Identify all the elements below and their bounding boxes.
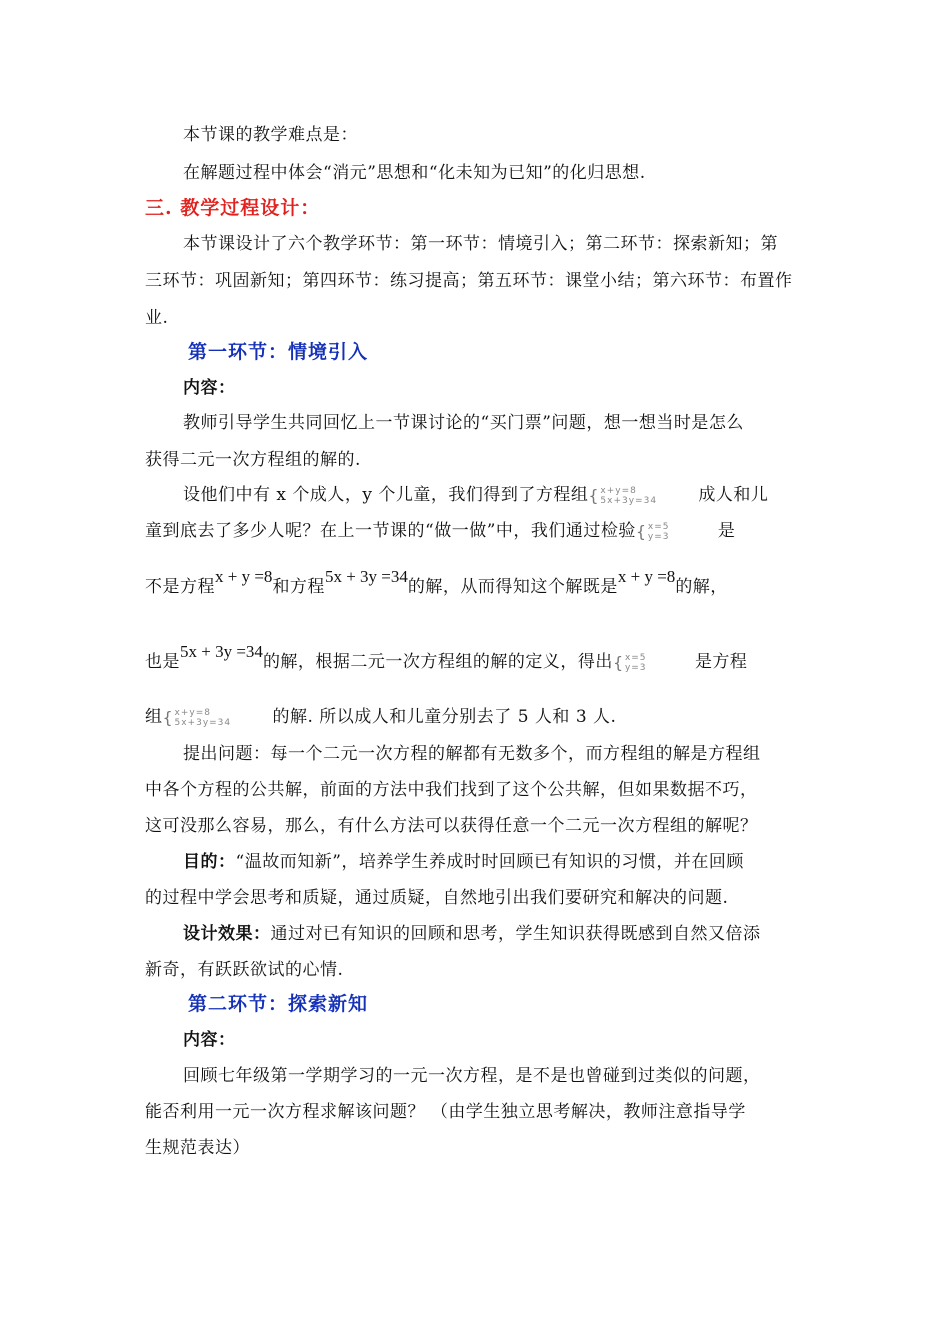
text-segment: 组 xyxy=(145,707,163,727)
equation-5x-plus-3y: 5x + 3y =34 xyxy=(324,567,408,586)
purpose-label: 目的： xyxy=(183,852,236,872)
text-segment: 童到底去了多少人呢？在上一节课的“做一做”中，我们通过检验 xyxy=(145,521,636,541)
system-row-2: 5x+3y=34 xyxy=(174,717,232,728)
link-1-para-2-line-5 xyxy=(145,706,616,729)
link-2-para-1-line-3: 生规范表达） xyxy=(145,1138,250,1158)
text-segment: 和方程 xyxy=(272,577,325,597)
link-1-para-2-line-1 xyxy=(183,484,768,507)
text-segment: “温故而知新”，培养学生养成时时回顾已有知识的习惯，并在回顾 xyxy=(235,852,744,872)
equation-x-plus-y: x + y =8 xyxy=(215,567,273,586)
text-segment: 不是方程 xyxy=(145,577,215,597)
system-row-1: x+y=8 xyxy=(174,707,211,718)
text-segment: 的解， xyxy=(675,577,728,597)
solution-row-1: x=5 xyxy=(647,521,670,532)
content-label: 内容： xyxy=(183,378,236,398)
section-3-title: 三. 教学过程设计： xyxy=(145,197,321,219)
question-line-1: 提出问题：每一个二元一次方程的解都有无数多个，而方程组的解是方程组 xyxy=(183,744,761,764)
text-segment: 的解. 所以成人和儿童分别去了 5 人和 3 人. xyxy=(272,707,617,727)
question-line-3: 这可没那么容易，那么，有什么方法可以获得任意一个二元一次方程组的解呢？ xyxy=(145,816,758,836)
equation-system-image: { x+y=8 5x+3y=34 xyxy=(162,707,232,728)
text-segment: 是方程 xyxy=(694,652,748,672)
link-1-title: 第一环节：情境引入 xyxy=(188,341,369,363)
text-segment: 设他们中有 x 个成人，y 个儿童，我们得到了方程组 xyxy=(183,485,589,505)
link-2-para-1-line-1: 回顾七年级第一学期学习的一元一次方程，是不是也曾碰到过类似的问题， xyxy=(183,1066,761,1086)
overview-line-1: 本节课设计了六个教学环节：第一环节：情境引入；第二环节：探索新知；第 xyxy=(183,234,778,254)
solution-system-image: { x=5 y=3 xyxy=(635,521,670,542)
solution-row-2: y=3 xyxy=(647,531,670,542)
text-segment: 通过对已有知识的回顾和思考，学生知识获得既感到自然又倍添 xyxy=(270,924,761,944)
text-segment: 成人和儿 xyxy=(698,485,769,505)
link-2-title: 第二环节：探索新知 xyxy=(188,993,369,1015)
solution-row-1: x=5 xyxy=(624,652,647,663)
effect-line-1 xyxy=(183,923,761,945)
equation-system-image: { x+y=8 5x+3y=34 xyxy=(588,485,658,506)
system-row-1: x+y=8 xyxy=(600,485,637,496)
purpose-line-2: 的过程中学会思考和质疑，通过质疑，自然地引出我们要研究和解决的问题. xyxy=(145,888,729,908)
content-label: 内容： xyxy=(183,1030,236,1050)
overview-line-3: 业. xyxy=(145,308,169,328)
link-1-para-2-line-4 xyxy=(145,642,748,674)
system-row-2: 5x+3y=34 xyxy=(600,495,658,506)
link-1-para-1-line-2: 获得二元一次方程组的解的. xyxy=(145,450,361,470)
difficulty-text: 在解题过程中体会“消元”思想和“化未知为已知”的化归思想. xyxy=(183,163,646,183)
text-segment: 也是 xyxy=(145,652,180,672)
effect-label: 设计效果： xyxy=(183,924,271,944)
link-1-para-1-line-1: 教师引导学生共同回忆上一节课讨论的“买门票”问题，想一想当时是怎么 xyxy=(183,413,744,433)
equation-5x-plus-3y: 5x + 3y =34 xyxy=(180,642,263,661)
text-segment: 是 xyxy=(717,521,736,541)
overview-line-2: 三环节：巩固新知；第四环节：练习提高；第五环节：课堂小结；第六环节：布置作 xyxy=(145,271,793,291)
purpose-line-1 xyxy=(183,851,744,873)
solution-system-image: { x=5 y=3 xyxy=(612,652,647,673)
equation-x-plus-y: x + y =8 xyxy=(617,567,676,586)
solution-row-2: y=3 xyxy=(624,662,647,673)
link-1-para-2-line-2 xyxy=(145,520,735,543)
text-segment: 的解，从而得知这个解既是 xyxy=(407,577,618,597)
link-1-para-2-line-3 xyxy=(145,567,728,598)
difficulty-intro: 本节课的教学难点是： xyxy=(183,125,358,145)
effect-line-2: 新奇，有跃跃欲试的心情. xyxy=(145,960,344,980)
link-2-para-1-line-2: 能否利用一元一次方程求解该问题？ （由学生独立思考解决，教师注意指导学 xyxy=(145,1102,746,1122)
text-segment: 的解，根据二元一次方程组的解的定义，得出 xyxy=(262,652,613,672)
question-line-2: 中各个方程的公共解，前面的方法中我们找到了这个公共解，但如果数据不巧， xyxy=(145,780,758,800)
